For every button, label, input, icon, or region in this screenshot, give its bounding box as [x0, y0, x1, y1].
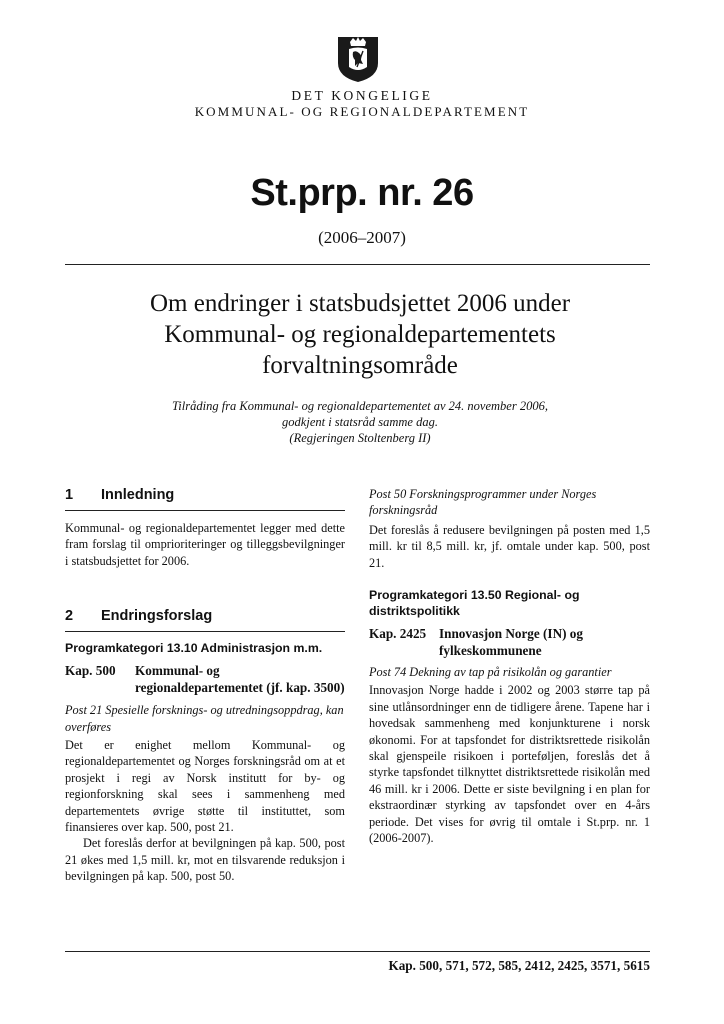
post-paragraph: Det er enighet mellom Kommunal- og regionaldepartementet og Norges forskningsråd om at et prosjekt i regi av Norsk institutt for by- og regionforskning skal sees i sammenheng med departementets øvrige støtte til instituttet, som finansieres over kap. 500, post 21. — [65, 738, 345, 835]
title-divider — [65, 264, 650, 265]
program-category: Programkategori 13.50 Regional- og distriktspolitikk — [369, 588, 580, 619]
chapter-number: Kap. 2425 — [369, 626, 427, 642]
approval-line: (Regjeringen Stoltenberg II) — [289, 431, 431, 445]
approval-line: godkjent i statsråd samme dag. — [282, 415, 438, 429]
post-heading: Post 74 Dekning av tap på risikolån og garantier — [369, 665, 612, 680]
post-paragraph: Innovasjon Norge hadde i 2002 og 2003 større tap på sine utlånsordninger enn de tidligere årene. Tapene har i hovedsak sammenheng med konjunkturene i norsk økonomi. For at tapsfondet for distriktsrettede risikolån skal gjenspeile risikoen i porteføljen, foreslås det å styrke tapsfondet tilknyttet distriktsrettede risikolån med 46 mill. kr i 2006. Dette er siste bevilgning i en plan for ekstraordinær styrking av tapsfondet over en 4-års periode. Det vises for øvrig til omtale i St.prp. nr. 1 (2006-2007). — [369, 683, 650, 846]
right-column — [369, 484, 650, 847]
section-heading-endringsforslag — [65, 608, 345, 632]
section-title: Innledning — [101, 487, 175, 503]
left-column — [65, 484, 345, 885]
approval-note — [100, 398, 620, 446]
footer-divider — [65, 951, 650, 952]
section-title: Endringsforslag — [101, 608, 213, 625]
section-number: 2 — [65, 608, 74, 625]
document-subject: Om endringer i statsbudsjettet 2006 under Kommunal- og regionaldepartementets forvaltningsområde — [149, 290, 571, 379]
document-title: St.prp. nr. 26 — [250, 172, 474, 214]
post-paragraph: Det foreslås å redusere bevilgningen på posten med 1,5 mill. kr til 8,5 mill. kr, jf. omtale under kap. 500, post 21. — [369, 522, 650, 570]
post-paragraph: Det foreslås derfor at bevilgningen på kap. 500, post 21 økes med 1,5 mill. kr, mot en tilsvarende reduksjon i bevilgningen på kap. 500, post 50. — [65, 836, 345, 884]
section-heading-innledning — [65, 487, 345, 511]
footer-chapter-list: Kap. 500, 571, 572, 585, 2412, 2425, 3571, 5615 — [388, 958, 650, 973]
intro-paragraph: Kommunal- og regionaldepartementet legger med dette fram forslag til omprioriteringer og tilleggsbevilgninger i statsbudsjettet for 2006. — [65, 521, 345, 568]
chapter-heading — [65, 662, 345, 696]
approval-line: Tilråding fra Kommunal- og regionaldepartementet av 24. november 2006, — [172, 399, 548, 413]
chapter-number: Kap. 500 — [65, 663, 116, 679]
ministry-name-line1: DET KONGELIGE — [291, 88, 433, 103]
chapter-title: Innovasjon Norge (IN) og fylkeskommunene — [439, 626, 583, 659]
coat-of-arms-logo — [336, 33, 380, 83]
chapter-title: Kommunal- og regionaldepartementet (jf. kap. 3500) — [135, 663, 345, 696]
document-session: (2006–2007) — [318, 228, 406, 247]
section-number: 1 — [65, 487, 74, 503]
chapter-heading — [369, 625, 650, 659]
post-heading: Post 21 Spesielle forsknings- og utredningsoppdrag, kan overføres — [65, 703, 344, 734]
post-heading: Post 50 Forskningsprogrammer under Norges forskningsråd — [369, 487, 597, 518]
ministry-name-line2: KOMMUNAL- OG REGIONALDEPARTEMENT — [194, 104, 530, 119]
program-category: Programkategori 13.10 Administrasjon m.m. — [65, 641, 323, 656]
